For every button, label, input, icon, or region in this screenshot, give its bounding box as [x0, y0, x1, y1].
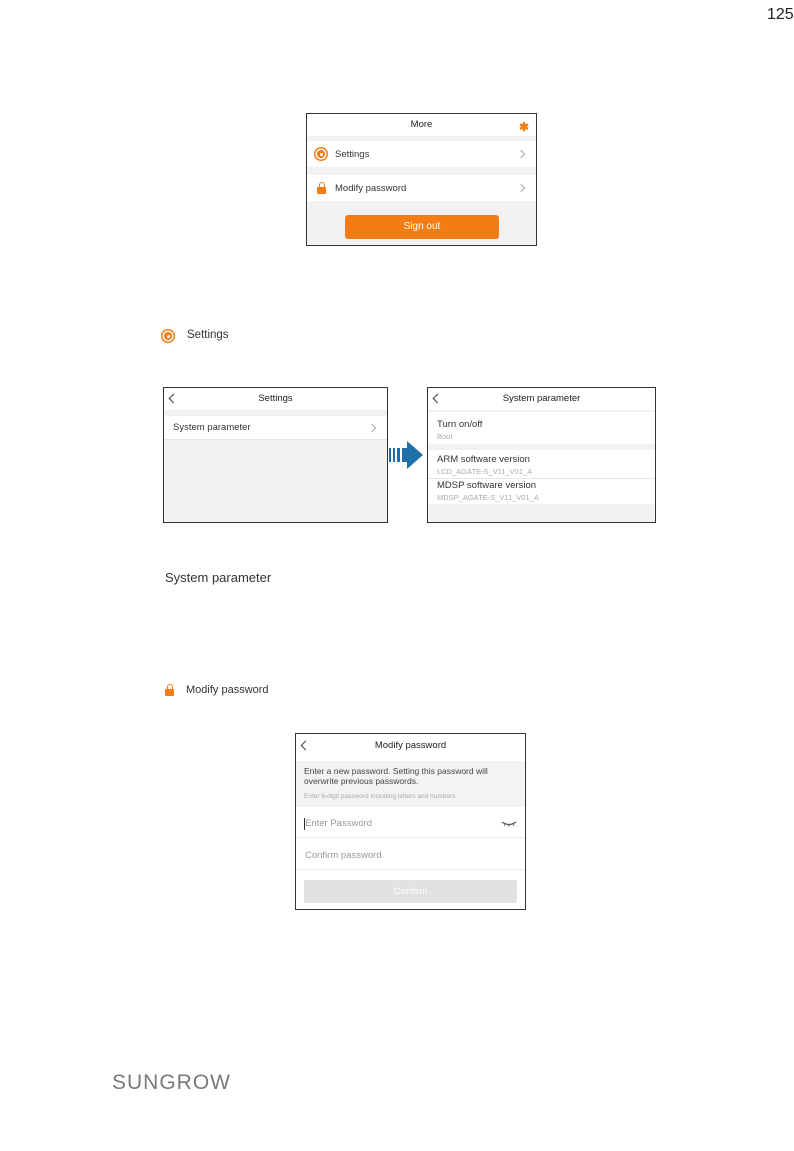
- sungrow-logo: SUNGROW: [112, 1071, 231, 1094]
- mdsp-version-label: MDSP software version: [437, 480, 537, 491]
- arm-version-value: LCD_AGATE-S_V11_V01_A: [437, 467, 533, 476]
- system-parameter-title: System parameter: [502, 393, 581, 404]
- page-number: 125: [767, 6, 794, 23]
- gear-icon: [317, 150, 325, 158]
- arm-version-label: ARM software version: [437, 454, 530, 465]
- turn-on-off-value: Boot: [437, 432, 453, 441]
- confirm-password-placeholder: Confirm password: [305, 850, 382, 861]
- password-input-placeholder: Enter Password: [305, 818, 373, 829]
- password-notice-area: [296, 761, 525, 807]
- modify-password-menu-item[interactable]: [307, 175, 536, 201]
- settings-title-bar: [164, 388, 387, 410]
- system-parameter-screen: [427, 387, 656, 523]
- mdsp-version-value: MDSP_AGATE-S_V11_V01_A: [437, 493, 539, 502]
- more-title: More: [410, 119, 433, 130]
- chevron-right-icon: [368, 424, 376, 432]
- system-parameter-title-bar: [428, 388, 655, 410]
- modify-password-title: Modify password: [374, 740, 447, 751]
- bluetooth-icon[interactable]: ✱: [518, 120, 529, 134]
- turn-on-off-label: Turn on/off: [437, 419, 483, 430]
- back-icon[interactable]: [301, 741, 311, 751]
- arrow-right-icon: [389, 439, 425, 471]
- more-title-bar: [307, 114, 536, 136]
- modify-password-title-bar: [296, 734, 525, 758]
- settings-screen: [163, 387, 388, 523]
- confirm-button[interactable]: Confirm: [304, 880, 517, 903]
- gear-icon: [164, 332, 172, 340]
- sign-out-button[interactable]: Sign out: [345, 215, 499, 239]
- settings-heading: Settings: [187, 329, 229, 341]
- settings-title: Settings: [258, 393, 293, 404]
- turn-on-off-row[interactable]: [428, 412, 655, 444]
- lock-icon: [165, 689, 174, 696]
- modify-password-menu-label: Modify password: [335, 183, 407, 194]
- system-parameter-heading: System parameter: [165, 570, 272, 585]
- password-notice: Enter a new password. Setting this password will overwrite previous passwords.: [304, 766, 488, 786]
- modify-password-screen: [295, 733, 526, 910]
- confirm-password-field[interactable]: [296, 842, 525, 870]
- back-icon[interactable]: [433, 394, 443, 404]
- chevron-right-icon: [517, 184, 525, 192]
- password-hint: Enter 6-digit password including letters and numbers: [304, 793, 456, 800]
- eye-hidden-icon[interactable]: [501, 821, 517, 827]
- more-screen: [306, 113, 537, 246]
- chevron-right-icon: [517, 150, 525, 158]
- system-parameter-item[interactable]: [164, 416, 387, 440]
- settings-menu-item[interactable]: [307, 141, 536, 167]
- back-icon[interactable]: [169, 394, 179, 404]
- settings-menu-label: Settings: [335, 149, 370, 160]
- system-parameter-item-label: System parameter: [173, 422, 251, 433]
- arm-version-row: [428, 450, 655, 479]
- modify-password-heading: Modify password: [186, 684, 269, 696]
- mdsp-version-row: [428, 479, 655, 504]
- lock-icon: [317, 187, 326, 194]
- password-field[interactable]: [296, 810, 525, 838]
